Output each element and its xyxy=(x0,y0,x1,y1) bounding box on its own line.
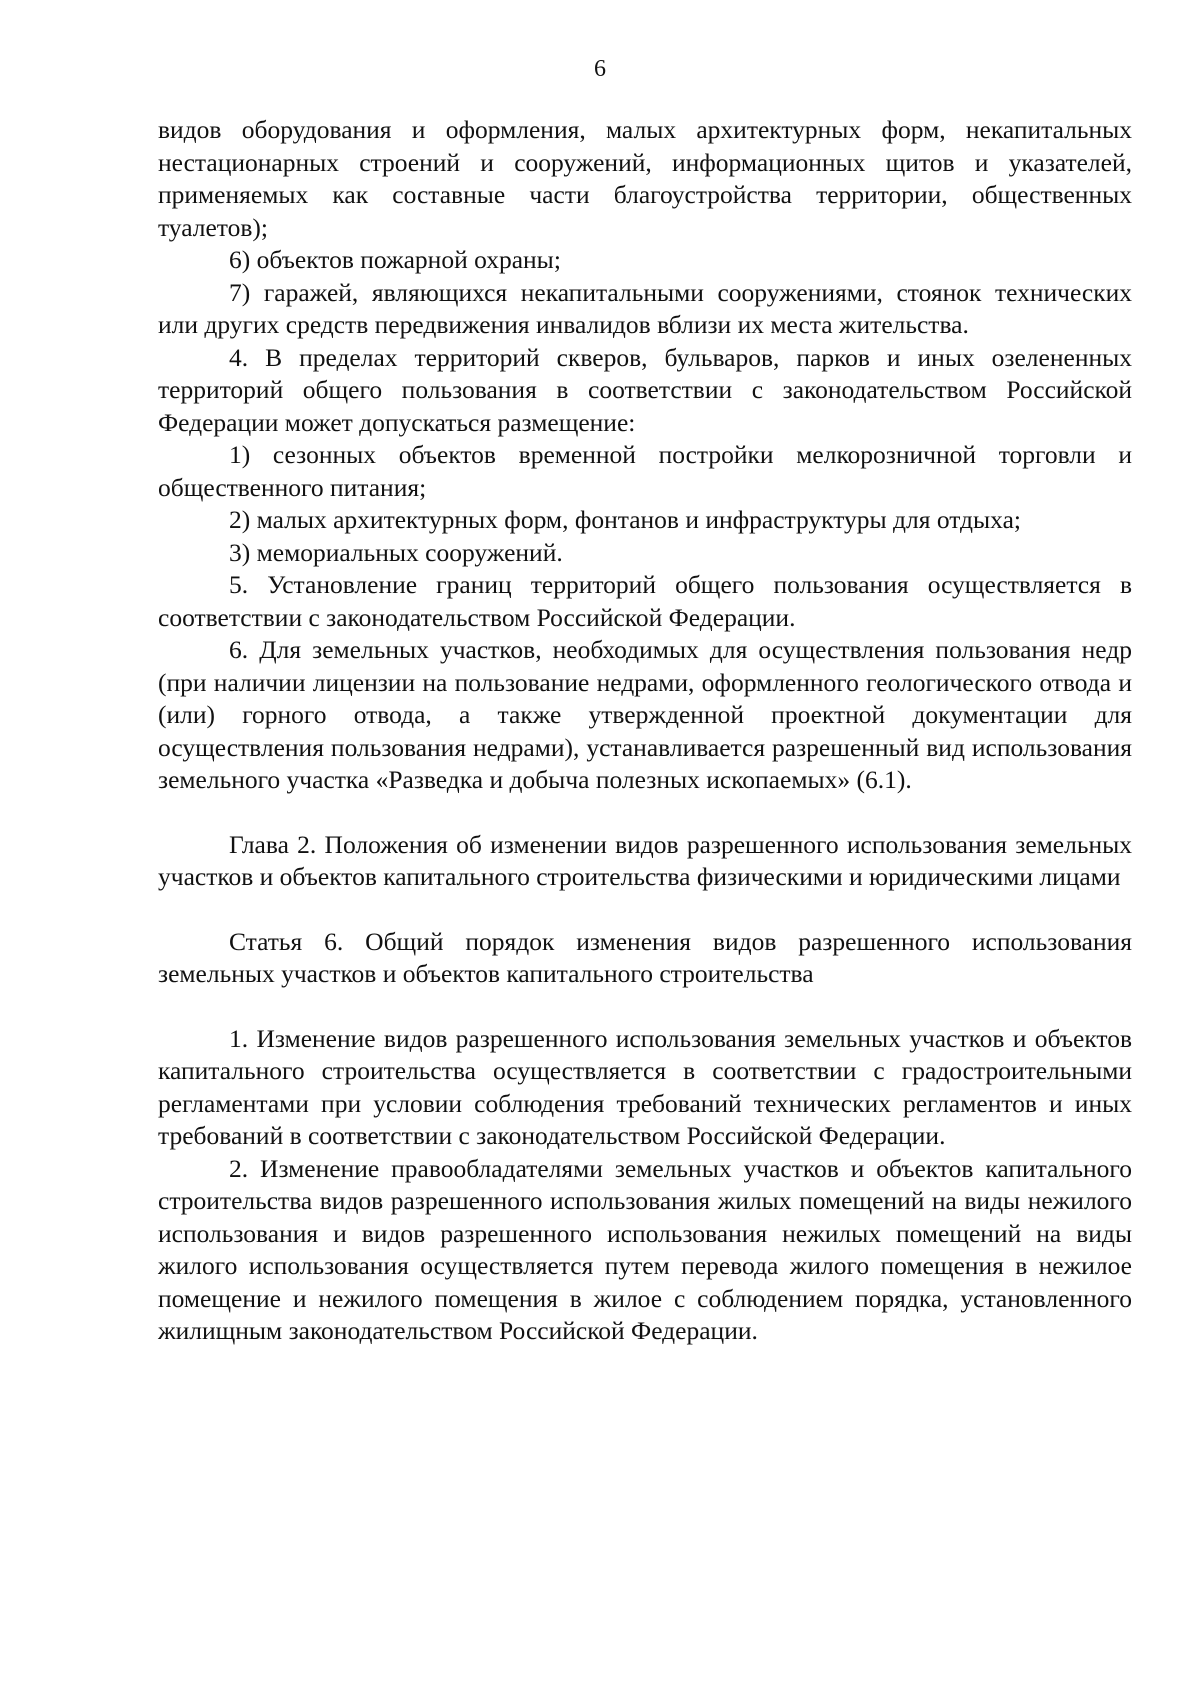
page-number: 6 xyxy=(594,56,606,82)
paragraph-continuation: видов оборудования и оформления, малых архитектурных форм, некапитальных нестационарных строений и сооружений, информационных щитов и указателей, применяемых как составные части благоустройства территории, общественных туалетов); xyxy=(158,115,1132,242)
article-paragraph-1: 1. Изменение видов разрешенного использования земельных участков и объектов капитального строительства осуществляется в соответствии с градостроительными регламентами при условии соблюдения требований технических регламентов и иных требований в соответствии с законодательством Российской Федерации. xyxy=(158,1023,1132,1150)
list-item-4-2: 2) малых архитектурных форм, фонтанов и инфраструктуры для отдыха; xyxy=(229,505,1021,534)
paragraph-6: 6. Для земельных участков, необходимых для осуществления пользования недр (при наличии лицензии на пользование недрами, оформленного геологического отвода и (или) горного отвода, а также утвержденной проектной документации для осуществления пользования недрами), устанавливается разрешенный вид использования земельного участка «Разведка и добыча полезных ископаемых» (6.1). xyxy=(158,635,1132,794)
article-paragraph-2: 2. Изменение правообладателями земельных участков и объектов капитального строительства видов разрешенного использования жилых помещений на виды нежилого использования и видов разрешенного использования нежилых помещений на виды жилого использования осуществляется путем перевода жилого помещения в нежилое помещение и нежилого помещения в жилое с соблюдением порядка, установленного жилищным законодательством Российской Федерации. xyxy=(158,1153,1132,1345)
list-item-7: 7) гаражей, являющихся некапитальными сооружениями, стоянок технических или других средств передвижения инвалидов вблизи их места жительства. xyxy=(158,277,1132,339)
list-item-6: 6) объектов пожарной охраны; xyxy=(229,245,561,274)
paragraph-4: 4. В пределах территорий скверов, бульваров, парков и иных озелененных территорий общего пользования в соответствии с законодательством Российской Федерации может допускаться размещение: xyxy=(158,342,1132,437)
document-body xyxy=(158,114,1132,1348)
article-heading: Статья 6. Общий порядок изменения видов разрешенного использования земельных участков и объектов капитального строительства xyxy=(158,926,1132,988)
paragraph-5: 5. Установление границ территорий общего пользования осуществляется в соответствии с законодательством Российской Федерации. xyxy=(158,570,1132,632)
list-item-4-3: 3) мемориальных сооружений. xyxy=(229,537,563,567)
list-item-4-1: 1) сезонных объектов временной постройки мелкорозничной торговли и общественного питания; xyxy=(158,440,1132,502)
chapter-heading: Глава 2. Положения об изменении видов разрешенного использования земельных участков и объектов капитального строительства физическими и юридическими лицами xyxy=(158,829,1132,891)
